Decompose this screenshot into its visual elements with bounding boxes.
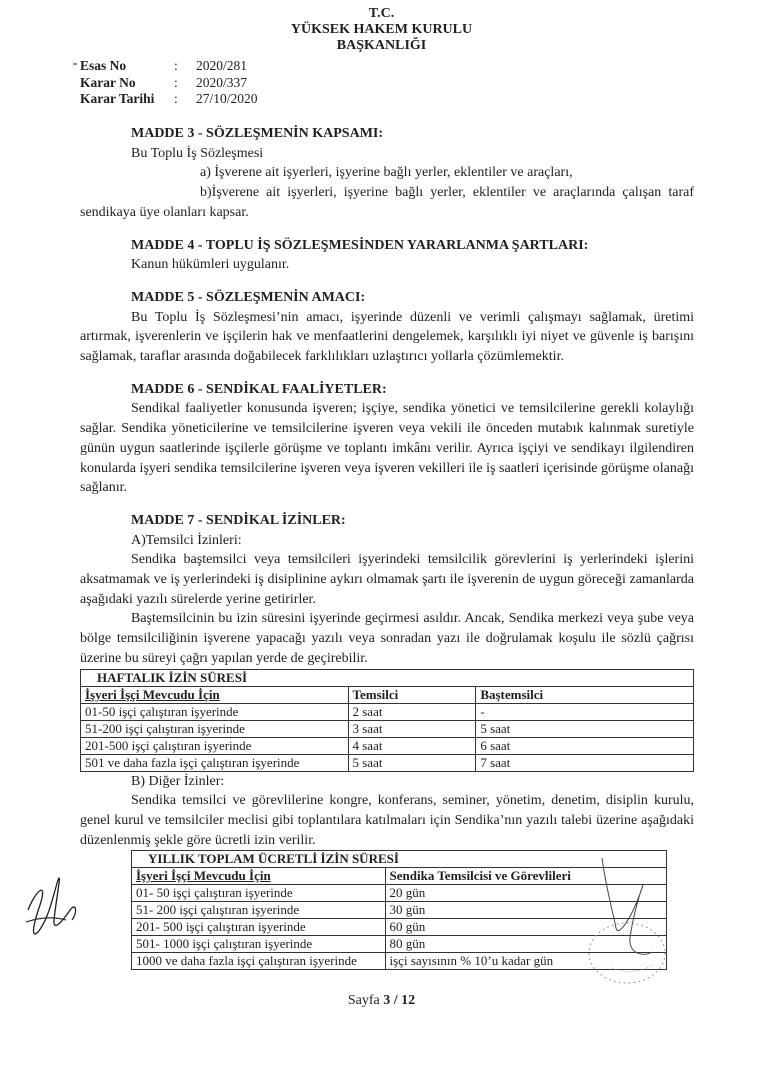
col-header-workplace: İşyeri İşçi Mevcudu İçin <box>132 868 386 885</box>
madde-7-a-title: A)Temsilci İzinleri: <box>131 532 242 548</box>
madde-3-item-a: a) İşverene ait işyerleri, işyerine bağlı yerler, eklentiler ve araçları, <box>200 165 573 181</box>
table-cell: 201- 500 işçi çalıştıran işyerinde <box>132 919 386 936</box>
table-row <box>81 720 694 737</box>
case-meta <box>80 58 258 108</box>
madde-5-paragraph: Bu Toplu İş Sözleşmesi’nin amacı, işyerinde düzenli ve verimli çalışmayı sağlamak, üretimi artırmak, işverenlerin ve işçilerin hak ve menfaatlerini dengelemek, karşılıklı iyi niyet ve güvenle iş barışını sağlamak, taraflar arasında doğabilecek farklılıkları uzlaştırıcı yollarla çözümlemektir. <box>80 309 694 365</box>
meta-sep: : <box>174 58 178 73</box>
table-cell: 51- 200 işçi çalıştıran işyerinde <box>132 902 386 919</box>
table-cell: 01- 50 işçi çalıştıran işyerinde <box>132 885 386 902</box>
document-header <box>0 6 763 54</box>
annual-table-title: YILLIK TOPLAM ÜCRETLİ İZİN SÜRESİ <box>132 851 667 868</box>
madde-7-paragraph-1: Sendika baştemsilci veya temsilcileri işyerindeki temsilcilik görevlerini iş yerlerindeki işlerini aksatmamak ve iş yerlerindeki iş disiplinine aykırı olmamak şartı ile işverenin de uygun göreceği zamanlarda aşağıdaki yazılı sürelerde yerine getirirler. <box>80 552 694 607</box>
madde-3-title: MADDE 3 - SÖZLEŞMENİN KAPSAMI: <box>131 126 384 141</box>
madde-7-paragraph-3: Sendika temsilci ve görevlilerine kongre, konferans, seminer, yönetim, denetim, disiplin kurulu, genel kurul ve temsilciler meclisi gibi toplantılara katılmaları için Sendika’nın yazılı talebi üzerine aşağıdaki düzenlenmiş şekle göre ücretli izin verilir. <box>80 793 694 848</box>
weekly-table-title: HAFTALIK İZİN SÜRESİ <box>81 669 694 686</box>
table-header-row <box>81 686 694 703</box>
meta-key: Karar Tarihi <box>80 91 155 106</box>
col-header-workplace: İşyeri İşçi Mevcudu İçin <box>81 686 349 703</box>
madde-5-title: MADDE 5 - SÖZLEŞMENİN AMACI: <box>131 289 366 305</box>
header-line-2: YÜKSEK HAKEM KURULU <box>290 22 473 37</box>
table-cell: 20 gün <box>385 885 666 902</box>
meta-value: 2020/281 <box>196 58 248 73</box>
madde-6-title: MADDE 6 - SENDİKAL FAALİYETLER: <box>131 381 387 397</box>
table-cell: 01-50 işçi çalıştıran işyerinde <box>81 703 349 720</box>
meta-key: Esas No <box>80 58 127 73</box>
table-cell: 60 gün <box>385 919 666 936</box>
table-cell: 501 ve daha fazla işçi çalıştıran işyerinde <box>81 754 349 771</box>
document-body <box>80 124 694 970</box>
signature-seal-stamp <box>572 848 672 988</box>
madde-3-paragraph: Bu Toplu İş Sözleşmesi <box>131 145 264 161</box>
meta-key: Karar No <box>80 74 136 90</box>
table-cell: 5 saat <box>476 720 694 737</box>
table-title-row <box>81 669 694 686</box>
table-cell: 2 saat <box>348 703 476 720</box>
madde-7-b-title: B) Diğer İzinler: <box>131 773 225 789</box>
meta-row-karar <box>80 75 258 92</box>
meta-value: 27/10/2020 <box>196 91 258 106</box>
col-header-temsilci: Temsilci <box>348 686 476 703</box>
table-cell: 3 saat <box>348 720 476 737</box>
signature-initials <box>18 860 88 950</box>
weekly-leave-table <box>80 669 694 772</box>
table-cell: 1000 ve daha fazla işçi çalıştıran işyerinde <box>132 953 386 970</box>
page-footer <box>0 993 763 1009</box>
madde-7-title: MADDE 7 - SENDİKAL İZİNLER: <box>131 512 346 528</box>
table-cell: 7 saat <box>476 754 694 771</box>
table-cell: 4 saat <box>348 737 476 754</box>
page-number: 3 / 12 <box>383 993 416 1008</box>
table-cell: işçi sayısının % 10’u kadar gün <box>385 953 666 970</box>
table-row <box>81 703 694 720</box>
header-line-1: T.C. <box>368 6 395 21</box>
madde-4-title: MADDE 4 - TOPLU İŞ SÖZLEŞMESİNDEN YARARLANMA ŞARTLARI: <box>131 237 589 253</box>
madde-7-paragraph-2: Baştemsilcinin bu izin süresini işyerinde geçirmesi asıldır. Ancak, Sendika merkezi veya şube veya bölge temsilciliğinin işverene yapacağı yazılı veya sonradan yazı ile doğrulamak koşulu ile sözlü çağrısı üzerine bu süreyi çağrı yapılan yerde de geçirebilir. <box>80 611 694 666</box>
table-row <box>81 737 694 754</box>
meta-sep: : <box>174 74 178 90</box>
meta-sep: : <box>174 91 178 106</box>
table-row <box>81 754 694 771</box>
scan-mark <box>73 63 77 65</box>
table-cell: - <box>476 703 694 720</box>
meta-row-tarih <box>80 91 258 108</box>
table-cell: 51-200 işçi çalıştıran işyerinde <box>81 720 349 737</box>
table-cell: 30 gün <box>385 902 666 919</box>
header-line-3: BAŞKANLIĞI <box>336 38 427 53</box>
table-cell: 5 saat <box>348 754 476 771</box>
footer-label: Sayfa <box>347 993 380 1008</box>
col-header-bastemsilci: Baştemsilci <box>476 686 694 703</box>
table-cell: 201-500 işçi çalıştıran işyerinde <box>81 737 349 754</box>
table-cell: 80 gün <box>385 936 666 953</box>
madde-3-item-b: b)İşverene ait işyerleri, işyerine bağlı yerler, eklentiler ve araçlarında çalışan taraf sendikaya üye olanları kapsar. <box>80 185 694 220</box>
madde-6-paragraph: Sendikal faaliyetler konusunda işveren; işçiye, sendika yönetici ve temsilcilerine gerekli kolaylığı sağlar. Sendika yöneticilerine ve temsilcilerine işveren veya vekili ile önceden mutabık kalınmak suretiyle günün uygun saatlerinde işçilerle görüşme ve toplantı imkânı verilir. Ayrıca işçiyi ve sendikayı ilgilendiren konularda işyeri sendika temsilcilerine işveren veya işveren vekilleri ile iş saatleri içerisinde görüşme olanağı sağlanır. <box>80 401 694 496</box>
table-cell: 501- 1000 işçi çalıştıran işyerinde <box>132 936 386 953</box>
meta-row-esas <box>80 58 258 75</box>
meta-value: 2020/337 <box>196 74 248 90</box>
table-cell: 6 saat <box>476 737 694 754</box>
col-header-union-reps: Sendika Temsilcisi ve Görevlileri <box>385 868 666 885</box>
madde-4-paragraph: Kanun hükümleri uygulanır. <box>131 257 290 273</box>
